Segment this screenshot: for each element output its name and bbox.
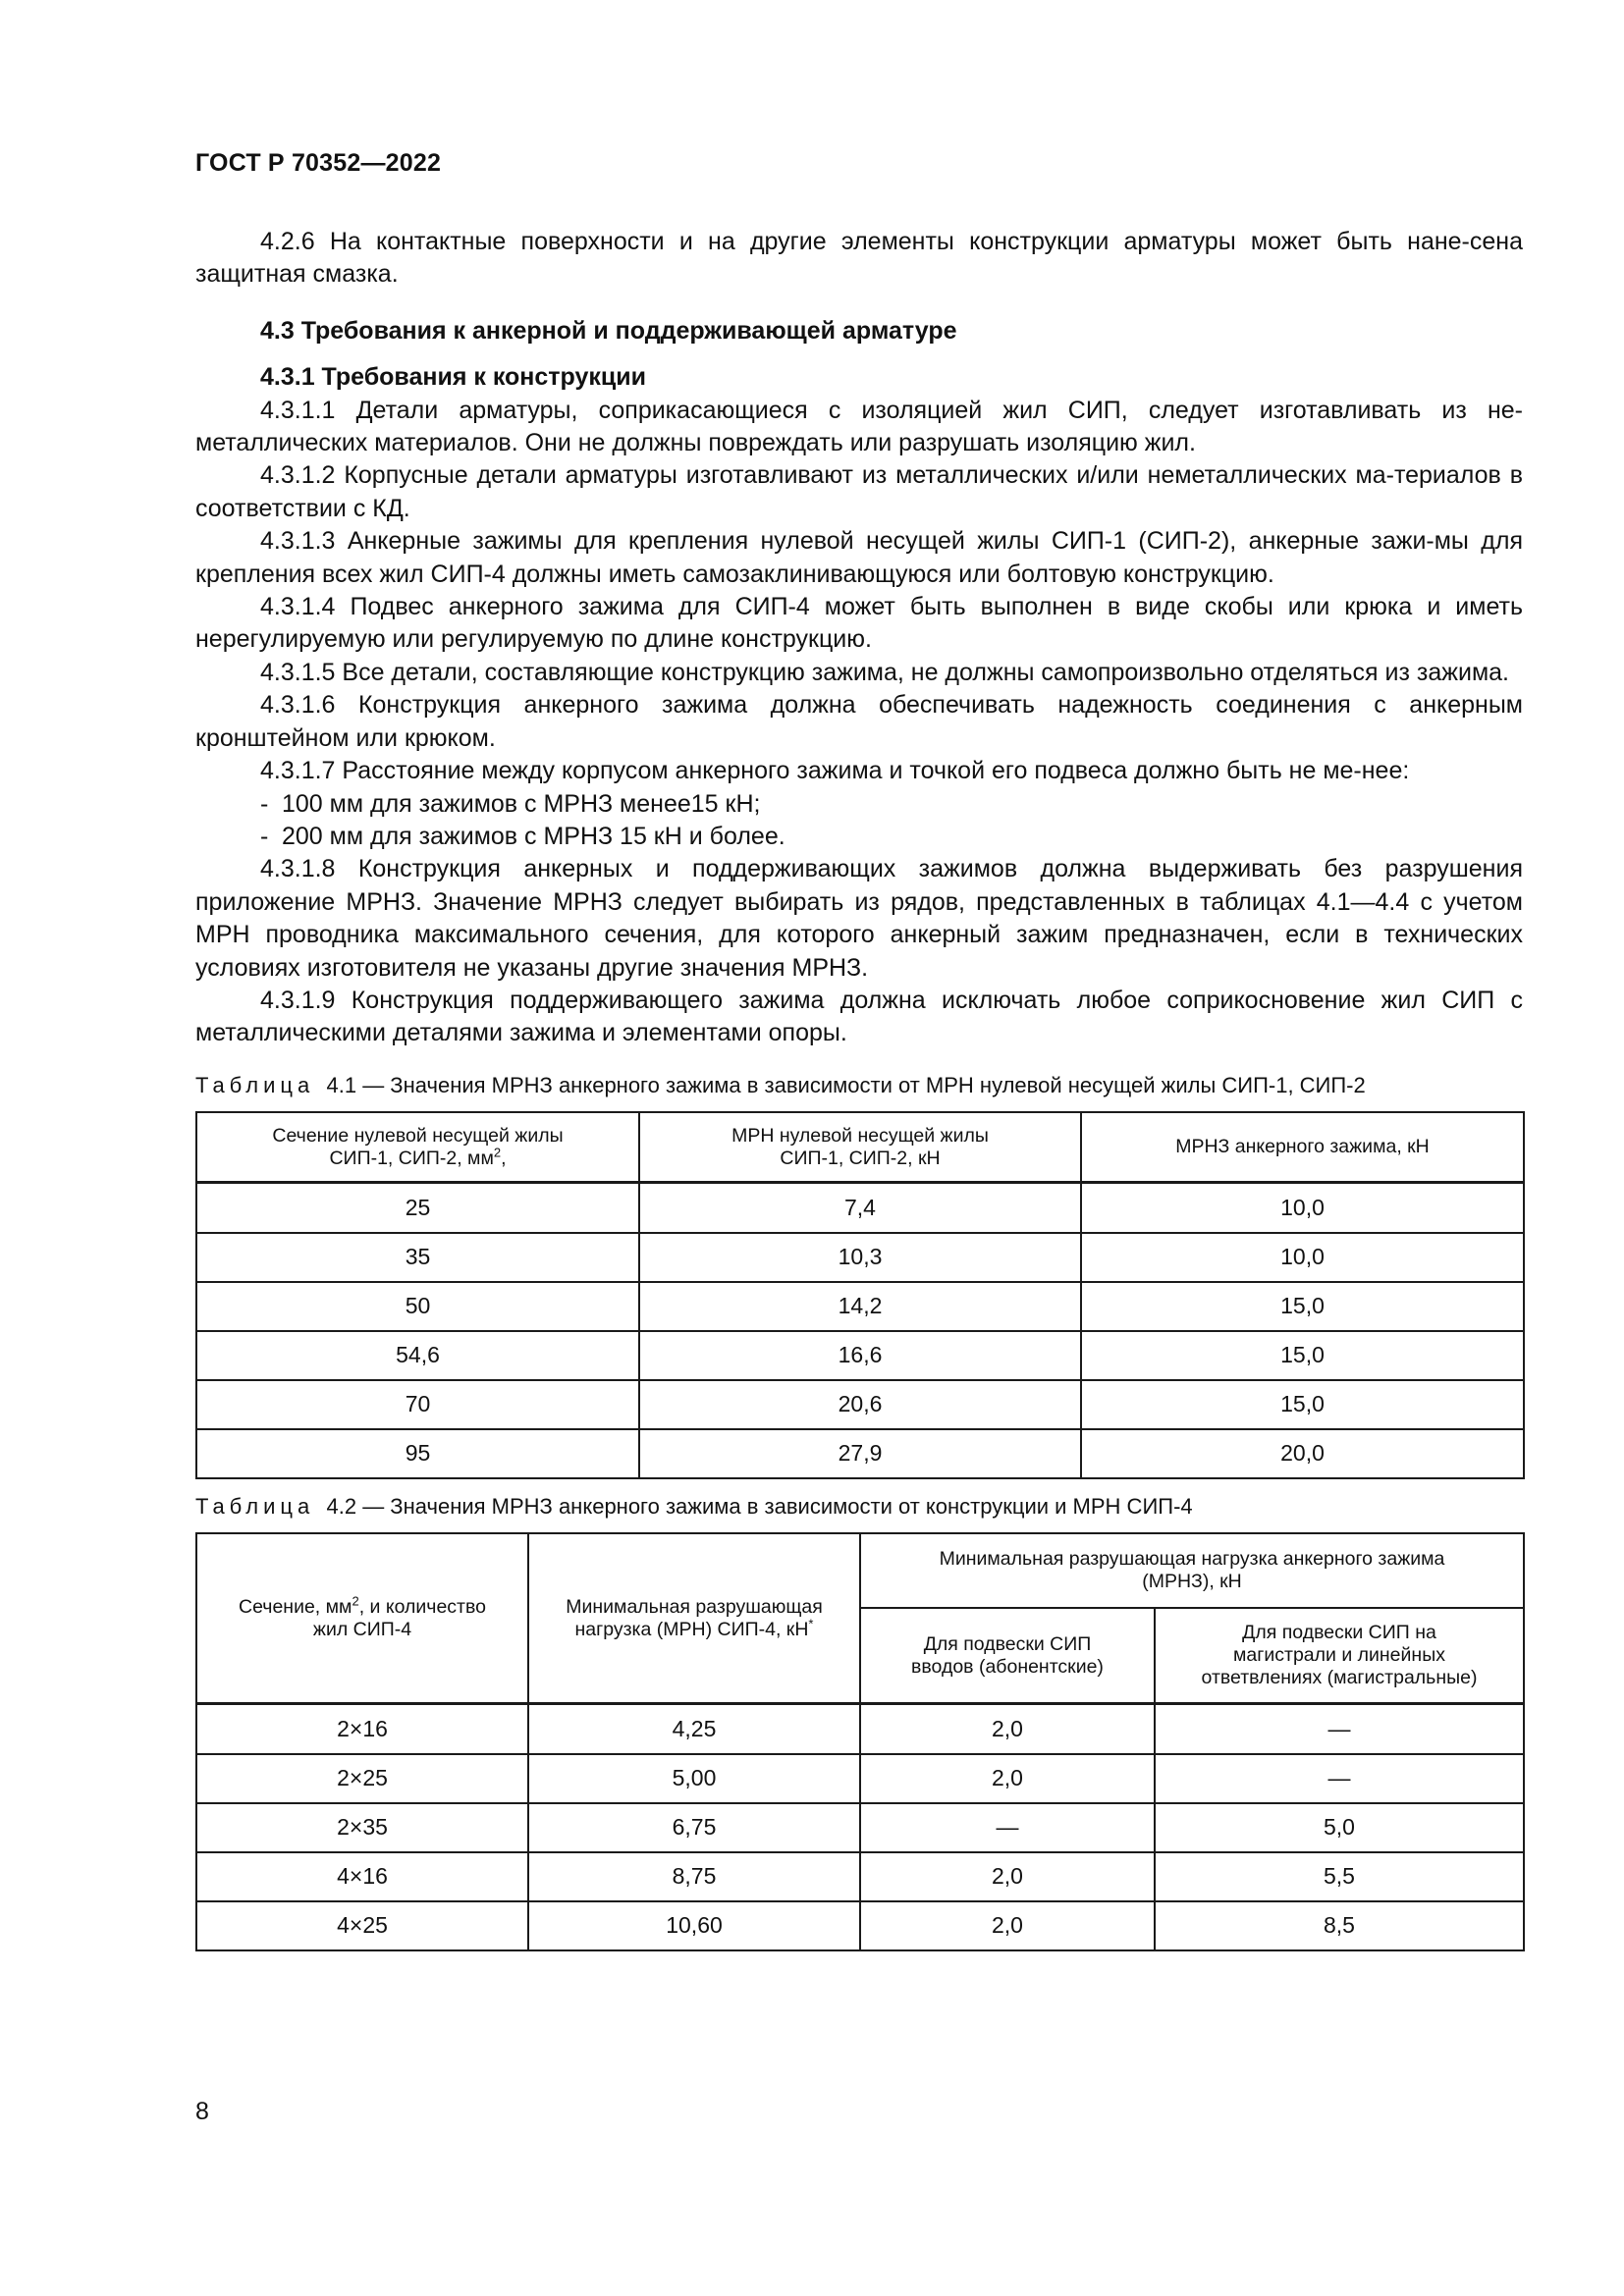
header-text: Минимальная разрушающая нагрузка анкерного зажима	[939, 1547, 1445, 1570]
table-cell: 15,0	[1081, 1331, 1524, 1380]
table-cell: 10,3	[639, 1233, 1081, 1282]
table-4-2-caption	[195, 1493, 1523, 1521]
paragraph-4-3-1-4: 4.3.1.4 Подвес анкерного зажима для СИП-4 может быть выполнен в виде скобы или крюка и иметь нерегулируемую или регулируемую по длине конструкцию.	[195, 593, 1523, 654]
table-caption-word: Таблица	[195, 1072, 315, 1097]
list-dash: -	[260, 789, 269, 818]
table-row	[196, 1282, 1524, 1331]
header-text: МРН нулевой несущей жилы	[731, 1124, 989, 1147]
table-cell: 25	[196, 1183, 639, 1233]
table-cell: 4×16	[196, 1852, 528, 1901]
table-cell: 2,0	[860, 1852, 1155, 1901]
paragraph-4-3-1-9: 4.3.1.9 Конструкция поддерживающего зажима должна исключать любое соприкосновение жил СИП с металлическими деталями зажима и элементами опоры.	[195, 986, 1523, 1047]
table-row	[196, 1803, 1524, 1852]
table-header-cell	[196, 1112, 639, 1183]
table-cell: 4,25	[528, 1704, 860, 1754]
header-superscript: 2	[493, 1145, 502, 1159]
page-number: 8	[195, 2098, 209, 2125]
table-cell: 16,6	[639, 1331, 1081, 1380]
table-cell: 5,5	[1155, 1852, 1524, 1901]
paragraph-4-3-1-1: 4.3.1.1 Детали арматуры, соприкасающиеся с изоляцией жил СИП, следует изготавливать из не-металлических материалов. Они не должны повреждать или разрушать изоляцию жил.	[195, 396, 1523, 457]
document-id-header: ГОСТ Р 70352—2022	[195, 149, 442, 177]
table-cell: 35	[196, 1233, 639, 1282]
table-row	[196, 1704, 1524, 1754]
header-text: ,	[501, 1147, 507, 1169]
table-cell: 50	[196, 1282, 639, 1331]
table-caption-text: 4.2 — Значения МРНЗ анкерного зажима в зависимости от конструкции и МРН СИП-4	[326, 1493, 1193, 1519]
paragraph-4-3-1-5: 4.3.1.5 Все детали, составляющие конструкцию зажима, не должны самопроизвольно отделяться из зажима.	[260, 658, 1509, 686]
list-item-text: 100 мм для зажимов с МРНЗ менее15 кН;	[282, 789, 761, 818]
header-superscript: 2	[352, 1593, 359, 1608]
table-cell: —	[1155, 1704, 1524, 1754]
paragraph-4-3-1-6: 4.3.1.6 Конструкция анкерного зажима должна обеспечивать надежность соединения с анкерным кронштейном или крюком.	[195, 691, 1523, 752]
section-title-4-3: 4.3 Требования к анкерной и поддерживающей арматуре	[260, 316, 957, 345]
table-cell: 7,4	[639, 1183, 1081, 1233]
table-header-cell	[860, 1608, 1155, 1704]
table-cell: 15,0	[1081, 1282, 1524, 1331]
table-4-2	[195, 1532, 1525, 1951]
header-text: Сечение нулевой несущей жилы	[272, 1124, 564, 1147]
paragraph-4-2-6: 4.2.6 На контактные поверхности и на другие элементы конструкции арматуры может быть нане-сена защитная смазка.	[195, 228, 1523, 289]
table-cell: 70	[196, 1380, 639, 1429]
list-item	[195, 821, 1523, 853]
header-text: Сечение, мм	[239, 1595, 352, 1618]
table-header-cell	[639, 1112, 1081, 1183]
table-cell: 4×25	[196, 1901, 528, 1950]
header-text: Для подвески СИП на	[1242, 1622, 1436, 1643]
table-header-cell	[528, 1533, 860, 1704]
header-text: вводов (абонентские)	[911, 1655, 1104, 1678]
list-dash: -	[260, 822, 269, 850]
table-header-row	[196, 1533, 1524, 1608]
table-4-1-caption	[195, 1072, 1523, 1099]
header-text: ответвлениях (магистральные)	[1201, 1667, 1478, 1688]
table-row	[196, 1901, 1524, 1950]
table-cell: 2,0	[860, 1704, 1155, 1754]
table-cell: 2,0	[860, 1901, 1155, 1950]
table-cell: 8,5	[1155, 1901, 1524, 1950]
header-text: нагрузка (МРН) СИП-4, кН	[574, 1618, 809, 1640]
table-header-cell	[196, 1533, 528, 1704]
header-text: Для подвески СИП	[923, 1632, 1092, 1655]
table-row	[196, 1754, 1524, 1803]
table-header-cell	[1155, 1608, 1524, 1704]
table-cell: 14,2	[639, 1282, 1081, 1331]
list-item-text: 200 мм для зажимов с МРНЗ 15 кН и более.	[282, 822, 785, 850]
table-caption-word: Таблица	[195, 1493, 315, 1519]
table-cell: 2,0	[860, 1754, 1155, 1803]
table-row	[196, 1852, 1524, 1901]
table-cell: —	[1155, 1754, 1524, 1803]
table-cell: 8,75	[528, 1852, 860, 1901]
table-cell: 27,9	[639, 1429, 1081, 1478]
table-4-1	[195, 1111, 1525, 1479]
page-content	[195, 226, 1523, 1951]
paragraph-4-3-1-2: 4.3.1.2 Корпусные детали арматуры изготавливают из металлических и/или неметаллических ма-териалов в соответствии с КД.	[195, 461, 1523, 522]
table-row	[196, 1331, 1524, 1380]
header-text: Минимальная разрушающая	[566, 1595, 823, 1618]
list-item	[195, 788, 1523, 821]
table-cell: —	[860, 1803, 1155, 1852]
header-text: (МРНЗ), кН	[1142, 1570, 1242, 1592]
table-cell: 5,00	[528, 1754, 860, 1803]
header-text: жил СИП-4	[312, 1618, 412, 1640]
table-cell: 10,60	[528, 1901, 860, 1950]
paragraph-4-3-1-8: 4.3.1.8 Конструкция анкерных и поддерживающих зажимов должна выдерживать без разрушения приложение МРНЗ. Значение МРНЗ следует выбирать из рядов, представленных в таблицах 4.1—4.4 с учетом МРН проводника максимального сечения, для которого анкерный зажим предназначен, если в технических условиях изготовителя не указаны другие значения МРНЗ.	[195, 855, 1523, 982]
table-cell: 2×35	[196, 1803, 528, 1852]
header-text: СИП-1, СИП-2, мм	[329, 1147, 494, 1169]
table-row	[196, 1429, 1524, 1478]
subsection-title-4-3-1: 4.3.1 Требования к конструкции	[260, 363, 646, 392]
table-cell: 10,0	[1081, 1233, 1524, 1282]
paragraph-4-3-1-3: 4.3.1.3 Анкерные зажимы для крепления нулевой несущей жилы СИП-1 (СИП-2), анкерные зажи-мы для крепления всех жил СИП-4 должны иметь самозаклинивающуюся или болтовую конструкцию.	[195, 527, 1523, 588]
table-cell: 2×25	[196, 1754, 528, 1803]
table-row	[196, 1233, 1524, 1282]
header-text: , и количество	[358, 1595, 486, 1618]
table-row	[196, 1380, 1524, 1429]
table-cell: 20,6	[639, 1380, 1081, 1429]
table-header-group-cell	[860, 1533, 1524, 1608]
table-cell: 20,0	[1081, 1429, 1524, 1478]
paragraph-4-3-1-7: 4.3.1.7 Расстояние между корпусом анкерного зажима и точкой его подвеса должно быть не ме-нее:	[260, 757, 1410, 785]
table-cell: 2×16	[196, 1704, 528, 1754]
table-header-row	[196, 1112, 1524, 1183]
table-cell: 15,0	[1081, 1380, 1524, 1429]
table-row	[196, 1183, 1524, 1233]
header-text: МРНЗ анкерного зажима, кН	[1175, 1136, 1430, 1157]
table-cell: 5,0	[1155, 1803, 1524, 1852]
header-superscript: *	[808, 1616, 814, 1630]
header-text: магистрали и линейных	[1233, 1644, 1445, 1666]
table-cell: 6,75	[528, 1803, 860, 1852]
table-header-cell	[1081, 1112, 1524, 1183]
table-cell: 54,6	[196, 1331, 639, 1380]
header-text: СИП-1, СИП-2, кН	[780, 1147, 941, 1169]
table-cell: 10,0	[1081, 1183, 1524, 1233]
table-cell: 95	[196, 1429, 639, 1478]
table-caption-text: 4.1 — Значения МРНЗ анкерного зажима в зависимости от МРН нулевой несущей жилы СИП-1, СИП-2	[326, 1072, 1366, 1097]
